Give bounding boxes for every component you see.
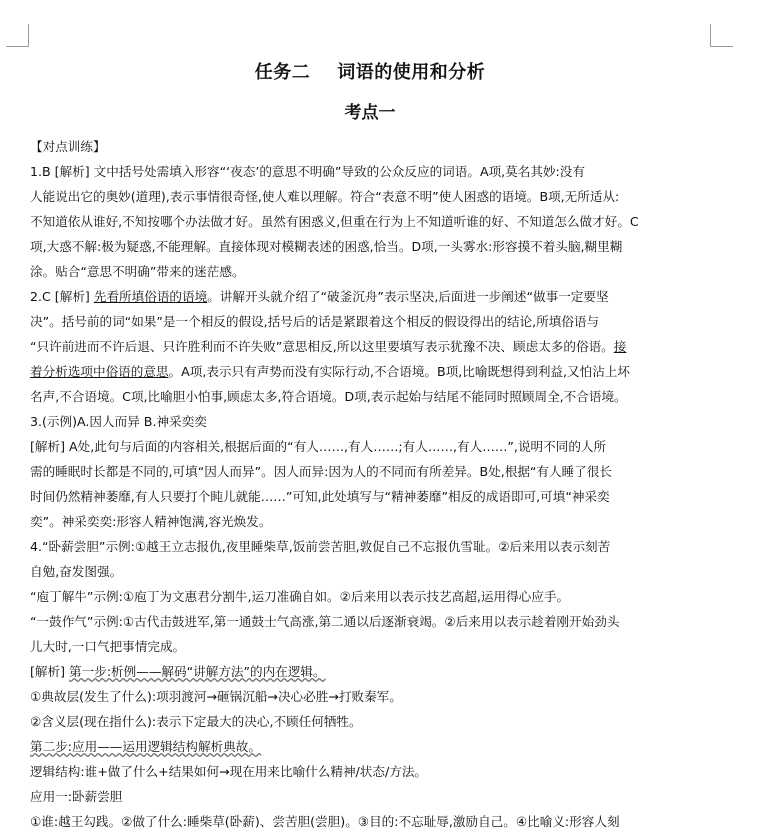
text-segment: 儿大时,一口气把事情完成。 (30, 639, 186, 654)
text-line (30, 684, 740, 709)
text-line (30, 609, 740, 634)
text-line (30, 734, 740, 759)
text-segment: 涂。贴合“意思不明确”带来的迷茫感。 (30, 264, 245, 279)
text-segment: ①典故层(发生了什么):项羽渡河→砸锅沉船→决心必胜→打败秦军。 (30, 689, 402, 704)
text-segment: 先看所填俗语的语境 (93, 289, 208, 304)
text-segment: 时间仍然精神萎靡,有人只要打个盹儿就能……”可知,此处填写与“精神萎靡”相反的成语即可,可填“神采奕 (30, 489, 610, 504)
text-segment: “只许前进而不许后退、只许胜利而不许失败”意思相反,所以这里要填写表示犹豫不决、顾虑太多的俗语。 (30, 339, 614, 354)
text-line (30, 134, 740, 159)
text-segment: 逻辑结构:谁+做了什么+结果如何→现在用来比喻什么精神/状态/方法。 (30, 764, 428, 779)
text-line (30, 334, 740, 359)
text-line (30, 484, 740, 509)
text-segment: 不知道依从谁好,不知按哪个办法做才好。虽然有困惑义,但重在行为上不知道听谁的好、不知道怎么做才好。C (30, 214, 639, 229)
text-line (30, 559, 740, 584)
text-segment: “庖丁解牛”示例:①庖丁为文惠君分割牛,运刀准确自如。②后来用以表示技艺高超,运用得心应手。 (30, 589, 570, 604)
text-line (30, 434, 740, 459)
text-segment: “一鼓作气”示例:①古代击鼓进军,第一通鼓士气高涨,第二通以后逐渐衰竭。②后来用以表示趁着刚开始劲头 (30, 614, 620, 629)
text-segment: 奕”。神采奕奕:形容人精神饱满,容光焕发。 (30, 514, 272, 529)
crop-mark-top-right (710, 24, 733, 47)
text-line (30, 359, 740, 384)
text-segment: 接 (613, 339, 627, 354)
text-segment: 应用一:卧薪尝胆 (30, 789, 123, 804)
section-heading: 考点一 (344, 103, 396, 123)
text-line (30, 234, 740, 259)
text-segment: 着分析选项中俗语的意思 (30, 364, 169, 379)
text-line (30, 284, 740, 309)
text-line (30, 309, 740, 334)
crop-mark-top-left (6, 24, 29, 47)
document-title: 任务二 词语的使用和分析 (254, 62, 486, 83)
text-segment: [解析] (30, 664, 70, 679)
text-line (30, 809, 740, 834)
text-line (30, 509, 740, 534)
text-segment: 4.“卧薪尝胆”示例:①越王立志报仇,夜里睡柴草,饭前尝苦胆,敦促自己不忘报仇雪耻。②后来用以表示刻苦 (30, 539, 611, 554)
text-segment: 需的睡眠时长都是不同的,可填“因人而异”。因人而异:因为人的不同而有所差异。B处,根据“有人睡了很长 (30, 464, 612, 479)
text-segment: ①谁:越王勾践。②做了什么:睡柴草(卧薪)、尝苦胆(尝胆)。③目的:不忘耻辱,激励自己。④比喻义:形容人刻 (30, 814, 620, 829)
text-line (30, 459, 740, 484)
text-line (30, 534, 740, 559)
document-body (30, 134, 740, 834)
text-line (30, 259, 740, 284)
text-segment: 名声,不合语境。C项,比喻胆小怕事,顾虑太多,符合语境。D项,表示起始与结尾不能同时照顾周全,不合语境。 (30, 389, 627, 404)
text-segment: 项,大惑不解:极为疑惑,不能理解。直接体现对模糊表述的困惑,恰当。D项,一头雾水:形容摸不着头脑,糊里糊 (30, 239, 623, 254)
text-line (30, 784, 740, 809)
text-segment: 3.(示例)A.因人而异 B.神采奕奕 (30, 414, 207, 429)
text-line (30, 759, 740, 784)
text-segment: 第一步:析例——解码“讲解方法”的内在逻辑。 (69, 664, 326, 679)
text-segment: [解析] A处,此句与后面的内容相关,根据后面的“有人……,有人……;有人……,有人……”,说明不同的人所 (30, 439, 607, 454)
text-segment: 2.C [解析] (30, 289, 94, 304)
text-segment: 自勉,奋发图强。 (30, 564, 123, 579)
text-segment: 1.B [解析] 文中括号处需填入形容“‘夜态’的意思不明确”导致的公众反应的词语。A项,莫名其妙:没有 (30, 164, 585, 179)
text-line (30, 209, 740, 234)
text-line (30, 384, 740, 409)
text-segment: 。讲解开头就介绍了“破釜沉舟”表示坚决,后面进一步阐述“做事一定要坚 (207, 289, 609, 304)
text-line (30, 584, 740, 609)
text-segment: 决”。括号前的词“如果”是一个相反的假设,括号后的话是紧跟着这个相反的假设得出的结论,所填俗语与 (30, 314, 600, 329)
text-segment: 。A项,表示只有声势而没有实际行动,不合语境。B项,比喻既想得到利益,又怕沾上坏 (168, 364, 630, 379)
text-segment: 人能说出它的奥妙(道理),表示事情很奇怪,使人难以理解。符合“表意不明”使人困惑的语境。B项,无所适从: (30, 189, 620, 204)
text-line (30, 634, 740, 659)
text-line (30, 409, 740, 434)
text-line (30, 184, 740, 209)
text-segment: 第二步:应用——运用逻辑结构解析典故。 (30, 739, 261, 754)
text-line (30, 659, 740, 684)
text-segment: ②含义层(现在指什么):表示下定最大的决心,不顾任何牺牲。 (30, 714, 362, 729)
text-line (30, 159, 740, 184)
text-segment: 【对点训练】 (30, 139, 106, 154)
text-line (30, 709, 740, 734)
